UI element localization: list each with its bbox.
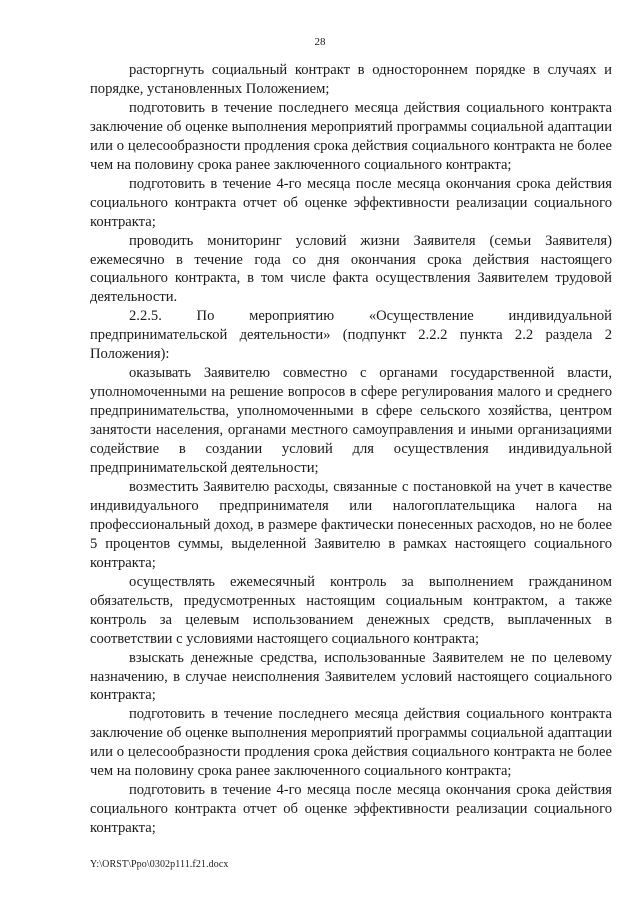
paragraph-prepare-report-2: подготовить в течение 4-го месяца после месяца окончания срока действия социального контракта отчет об оценке эффективности реализации социального контракта;	[90, 782, 612, 837]
paragraph-prepare-report: подготовить в течение 4-го месяца после месяца окончания срока действия социального контракта отчет об оценке эффективности реализации социального контракта;	[90, 175, 612, 230]
paragraph-monthly-control: осуществлять ежемесячный контроль за выполнением гражданином обязательств, предусмотренных настоящим социальным контрактом, а также контроль за целевым использованием денежных средств, выплаченных в соответствии с условиями настоящего социального контракта;	[90, 573, 612, 647]
paragraph-terminate-contract: расторгнуть социальный контракт в одностороннем порядке в случаях и порядке, установленных Положением;	[90, 62, 612, 97]
paragraph-reimburse-expenses: возместить Заявителю расходы, связанные с постановкой на учет в качестве индивидуального предпринимателя или налогоплательщика налога на профессиональный доход, в размере фактически понесенных расходов, но не более 5 процентов суммы, выделенной Заявителю в рамках настоящего социального контракта;	[90, 478, 612, 571]
document-body	[90, 61, 612, 838]
page-number: 28	[314, 36, 326, 48]
paragraph-assist-applicant: оказывать Заявителю совместно с органами государственной власти, уполномоченными на решение вопросов в сфере регулирования малого и среднего предпринимательства, уполномоченными в сфере сельского хозяйства, центром занятости населения, органами местного самоуправления и иными организациями содействие в создании условий для осуществления индивидуальной предпринимательской деятельности;	[90, 365, 612, 477]
paragraph-recover-funds: взыскать денежные средства, использованные Заявителем не по целевому назначению, в случае неисполнения Заявителем условий настоящего социального контракта;	[90, 649, 612, 704]
paragraph-prepare-conclusion-2: подготовить в течение последнего месяца действия социального контракта заключение об оценке выполнения мероприятий программы социальной адаптации или о целесообразности продления срока действия социального контракта не более чем на половину срока ранее заключенного социального контракта;	[90, 706, 612, 780]
footer-file-path: Y:\ORST\Ppo\0302p111.f21.docx	[90, 859, 229, 870]
paragraph-monitoring: проводить мониторинг условий жизни Заявителя (семьи Заявителя) ежемесячно в течение года со дня окончания срока действия настоящего социального контракта, в том числе факта осуществления Заявителем трудовой деятельности.	[90, 232, 612, 306]
paragraph-prepare-conclusion: подготовить в течение последнего месяца действия социального контракта заключение об оценке выполнения мероприятий программы социальной адаптации или о целесообразности продления срока действия социального контракта не более чем на половину срока ранее заключенного социального контракта;	[90, 99, 612, 173]
section-heading-2-2-5: 2.2.5. По мероприятию «Осуществление индивидуальной предпринимательской деятельности» (подпункт 2.2.2 пункта 2.2 раздела 2 Положения):	[90, 308, 612, 363]
